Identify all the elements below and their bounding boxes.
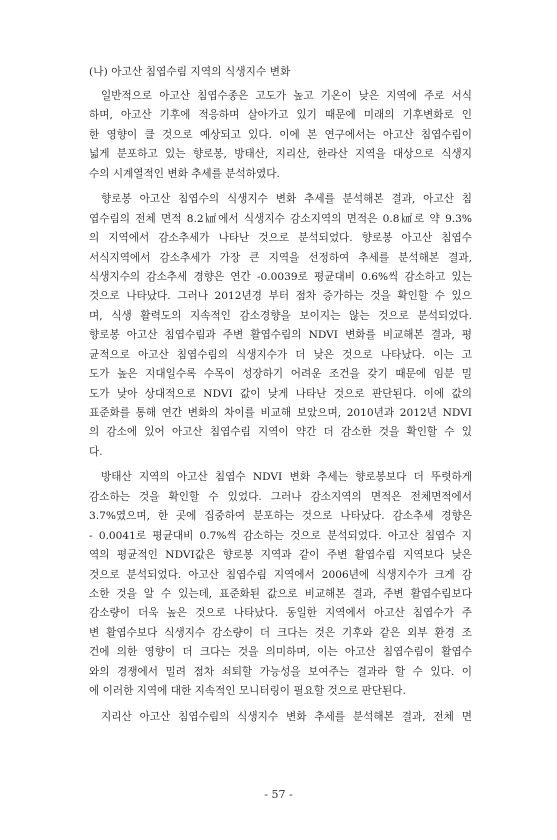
text-line: 건에 의한 영향이 더 크다는 것을 의미하며, 이는 아고산 침엽수림이 활엽수 <box>89 646 472 659</box>
text-line: 것으로 분석되었다. 아고산 침엽수림 지역에서 2006년에 식생지수가 크게 감 <box>89 568 472 581</box>
text-line: 균적으로 아고산 침엽수림의 식생지수가 더 낮은 것으로 나타났다. 이는 고 <box>89 348 472 361</box>
text-line: 도가 낮아 상대적으로 NDVI 값이 낮게 나타난 것으로 판단된다. 이에 값의 <box>89 387 472 400</box>
text-line: 넓게 분포하고 있는 향로봉, 방태산, 지리산, 한라산 지역을 대상으로 식생지 <box>89 148 472 161</box>
paragraph-1 <box>89 87 472 184</box>
text-line: 변 활엽수보다 식생지수 감소량이 더 크다는 것은 기후와 같은 외부 환경 조 <box>89 626 472 639</box>
text-line: 의 감소에 있어 아고산 침엽수림 지역이 약간 더 감소한 것을 확인할 수 있 <box>89 426 472 439</box>
text-line: 일반적으로 아고산 침엽수종은 고도가 높고 기온이 낮은 지역에 주로 서식 <box>101 90 472 102</box>
paragraph-3 <box>89 468 472 701</box>
text-line: 다. <box>89 445 103 458</box>
text-line: 역의 평균적인 NDVI값은 향로봉 지역과 같이 주변 활엽수림 지역보다 낮은 <box>89 549 472 562</box>
page-body <box>89 62 472 733</box>
paragraph-4 <box>89 708 472 727</box>
text-line: 방태산 지역의 아고산 침엽수 NDVI 변화 추세는 향로봉보다 더 뚜렷하게 <box>101 471 472 484</box>
text-line: 수의 시계열적인 변화 추세를 분석하였다. <box>89 167 280 180</box>
text-line: 서식지역에서 감소추세가 가장 큰 지역을 선정하여 추세를 분석해본 결과, <box>89 251 472 264</box>
text-line: 감소량이 더욱 높은 것으로 나타났다. 동일한 지역에서 아고산 침엽수가 주 <box>89 607 472 620</box>
text-line: 소한 것을 알 수 있는데, 표준화된 값으로 비교해본 결과, 주변 활엽수림보다 <box>89 587 472 600</box>
text-line: 도가 높은 지대일수록 수목이 성장하기 어려운 조건을 갖기 때문에 임분 밀 <box>89 368 472 381</box>
text-line: 식생지수의 감소추세 경향은 연간 -0.0039로 평균대비 0.6%씩 감소하고 있는 <box>89 270 472 283</box>
text-line: 표준화를 통해 연간 변화의 차이를 비교해 보았으며, 2010년과 2012년 NDVI <box>89 407 472 419</box>
text-line: 한 영향이 클 것으로 예상되고 있다. 이에 본 연구에서는 아고산 침엽수림이 <box>89 128 472 141</box>
text-line: 것으로 나타났다. 그러나 2012년경 부터 점차 증가하는 것을 확인할 수 있으 <box>89 290 472 303</box>
text-line: 향로봉 아고산 침엽수의 식생지수 변화 추세를 분석해본 결과, 아고산 침 <box>101 193 472 206</box>
paragraph-2 <box>89 190 472 462</box>
text-line: 와의 경쟁에서 밀려 점차 쇠퇴할 가능성을 보여주는 결과라 할 수 있다. 이 <box>89 665 472 678</box>
text-line: 의 지역에서 감소추세가 나타난 것으로 분석되었다. 향로봉 아고산 침엽수 <box>89 232 472 245</box>
text-line: 감소하는 것을 확인할 수 있었다. 그러나 감소지역의 면적은 전체면적에서 <box>89 490 472 503</box>
page-number: - 57 - <box>264 788 293 801</box>
text-line: 하며, 아고산 기후에 적응하며 살아가고 있기 때문에 미래의 기후변화로 인 <box>89 109 472 122</box>
text-line: 지리산 아고산 침엽수림의 식생지수 변화 추세를 분석해본 결과, 전체 면 <box>101 710 472 723</box>
text-line: 며, 식생 활력도의 지속적인 감소경향을 보이지는 않는 것으로 분석되었다. <box>89 309 472 322</box>
text-line: 3.7%였으며, 한 곳에 집중하여 분포하는 것으로 나타났다. 감소추세 경향은 <box>89 510 472 523</box>
text-line: 에 이러한 지역에 대한 지속적인 모니터링이 필요할 것으로 판단된다. <box>89 685 406 698</box>
text-line: - 0.0041로 평균대비 0.7%씩 감소하는 것으로 분석되었다. 아고산 침엽수 지 <box>89 529 472 542</box>
text-line: 엽수림의 전체 면적 8.2㎢에서 식생지수 감소지역의 면적은 0.8㎢로 약 9.3% <box>89 212 472 225</box>
section-heading: (나) 아고산 침엽수림 지역의 식생지수 변화 <box>89 66 291 78</box>
text-line: 향로봉 아고산 침엽수림과 주변 활엽수림의 NDVI 변화를 비교해본 결과, 평 <box>89 329 472 342</box>
